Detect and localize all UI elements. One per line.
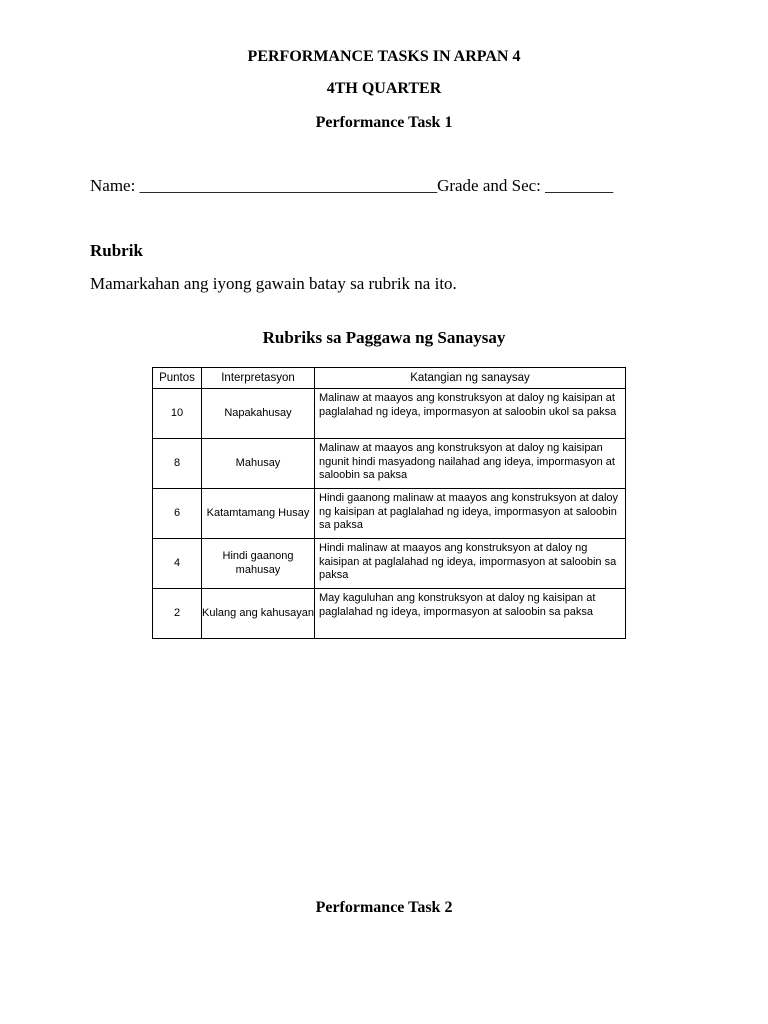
quarter-heading: 4TH QUARTER xyxy=(326,80,442,97)
table-row xyxy=(153,439,626,489)
table-row xyxy=(153,539,626,589)
cell-katangian: Malinaw at maayos ang konstruksyon at daloy ng kaisipan at paglalahad ng ideya, impormasyon at saloobin ukol sa paksa xyxy=(315,389,626,439)
header-katangian: Katangian ng sanaysay xyxy=(315,368,626,389)
cell-puntos: 4 xyxy=(153,539,202,589)
header-interpretasyon: Interpretasyon xyxy=(202,368,315,389)
cell-puntos: 2 xyxy=(153,589,202,639)
cell-puntos: 6 xyxy=(153,489,202,539)
cell-puntos: 8 xyxy=(153,439,202,489)
document-title: PERFORMANCE TASKS IN ARPAN 4 xyxy=(247,48,521,65)
name-grade-line: Name: ___________________________________Grade and Sec: ________ xyxy=(90,176,614,195)
header-puntos: Puntos xyxy=(153,368,202,389)
rubric-table-title: Rubriks sa Paggawa ng Sanaysay xyxy=(262,328,506,347)
table-row xyxy=(153,589,626,639)
cell-puntos: 10 xyxy=(153,389,202,439)
table-row xyxy=(153,489,626,539)
table-header-row xyxy=(153,368,626,389)
cell-interpretasyon: Napakahusay xyxy=(202,389,315,439)
table-row xyxy=(153,389,626,439)
cell-interpretasyon: Hindi gaanong mahusay xyxy=(202,539,315,589)
cell-katangian: Hindi gaanong malinaw at maayos ang konstruksyon at daloy ng kaisipan at paglalahad ng ideya, impormasyon at saloobin sa paksa xyxy=(315,489,626,539)
rubrik-instruction: Mamarkahan ang iyong gawain batay sa rubrik na ito. xyxy=(90,274,457,293)
task1-heading: Performance Task 1 xyxy=(315,114,453,131)
cell-interpretasyon: Kulang ang kahusayan xyxy=(202,589,315,639)
task2-heading: Performance Task 2 xyxy=(315,899,453,916)
cell-katangian: Malinaw at maayos ang konstruksyon at daloy ng kaisipan ngunit hindi masyadong nailahad ang ideya, impormasyon at saloobin sa paksa xyxy=(315,439,626,489)
cell-interpretasyon: Mahusay xyxy=(202,439,315,489)
cell-interpretasyon: Katamtamang Husay xyxy=(202,489,315,539)
cell-katangian: Hindi malinaw at maayos ang konstruksyon at daloy ng kaisipan at paglalahad ng ideya, impormasyon at saloobin sa paksa xyxy=(315,539,626,589)
rubrik-heading: Rubrik xyxy=(90,241,143,260)
cell-katangian: May kaguluhan ang konstruksyon at daloy ng kaisipan at paglalahad ng ideya, impormasyon at saloobin sa paksa xyxy=(315,589,626,639)
rubric-table xyxy=(152,367,626,639)
